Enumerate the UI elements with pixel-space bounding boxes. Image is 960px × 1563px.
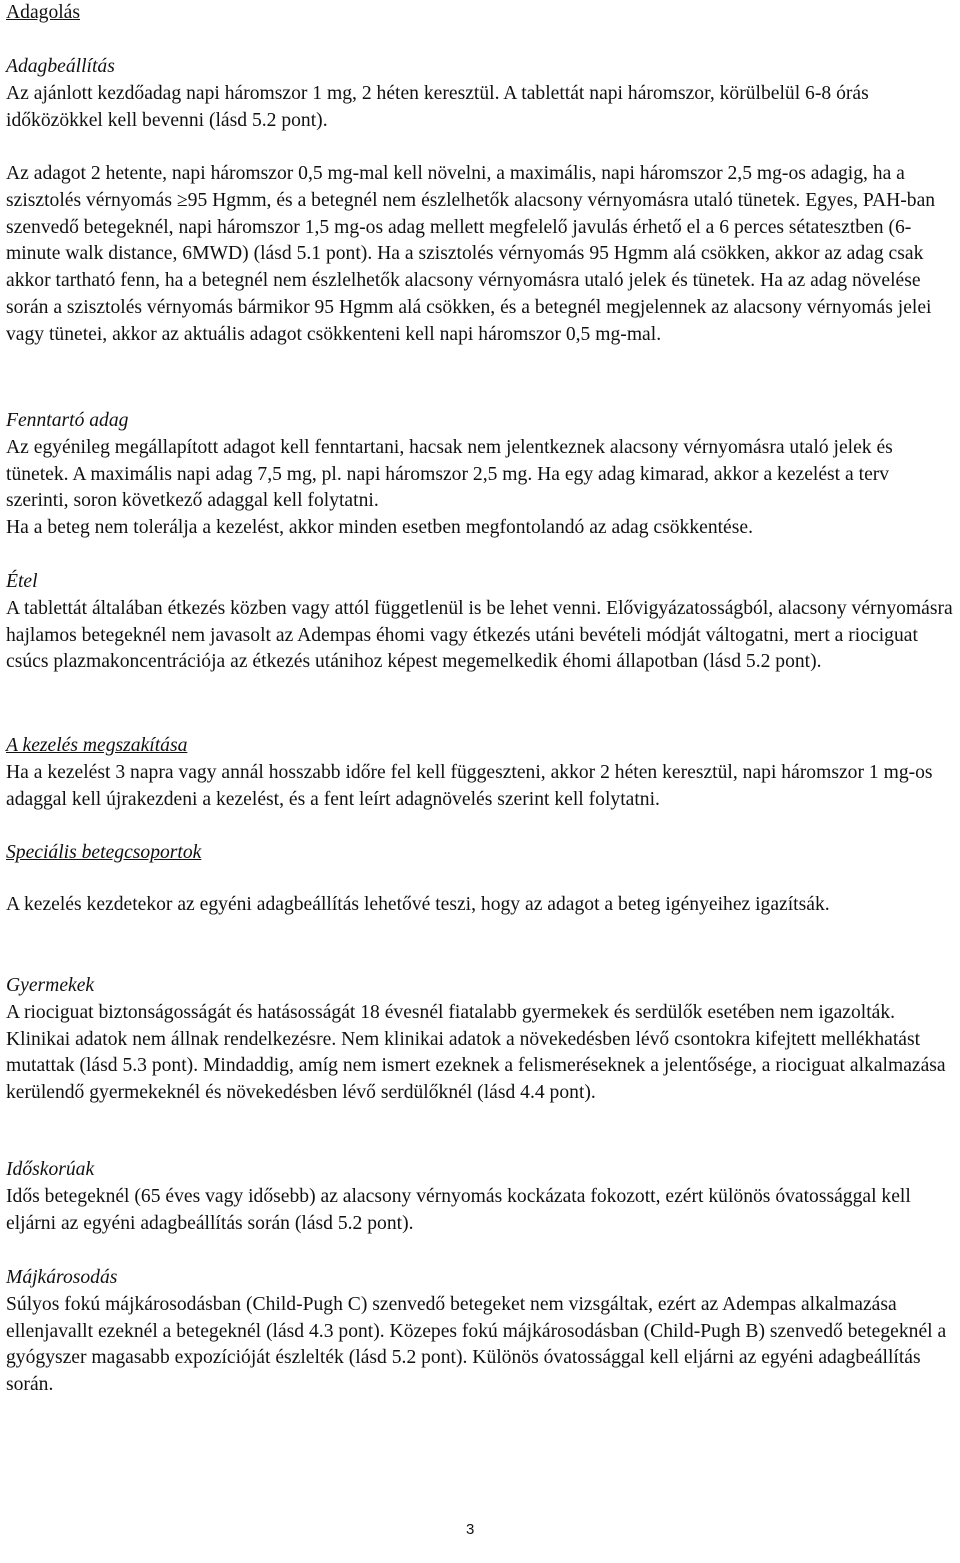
section-adagbeallitas xyxy=(6,54,956,134)
section-heading: A kezelés megszakítása xyxy=(6,735,188,756)
paragraph: Az egyénileg megállapított adagot kell fenntartani, hacsak nem jelentkeznek alacsony vérnyomásra utaló jelek és tünetek. A maximális napi adag 7,5 mg, pl. napi háromszor 2,5 mg. Ha egy adag kimarad, akkor a kezelést a terv szerinti, soron következő adaggal kell folytatni. xyxy=(6,436,893,512)
section-heading: Időskorúak xyxy=(6,1159,95,1180)
paragraph: A tablettát általában étkezés közben vagy attól függetlenül is be lehet venni. Elővigyázatosságból, alacsony vérnyomásra hajlamos betegeknél nem javasolt az Adempas éhomi vagy étkezés utáni bevételi módját váltogatni, mert a riociguat csúcs plazmakoncentrációja az étkezés utánihoz képest megemelkedik éhomi állapotban (lásd 5.2 pont). xyxy=(6,597,953,673)
paragraph-text: Az adagot 2 hetente, napi háromszor 0,5 mg-mal kell növelni, a maximális, napi háromszor 2,5 mg-os adagig, ha a szisztolés vérnyomás xyxy=(6,163,905,211)
section-gyermekek xyxy=(6,973,956,1107)
paragraph: Idős betegeknél (65 éves vagy idősebb) az alacsony vérnyomás kockázata fokozott, ezért különös óvatossággal kell eljárni az egyéni adagbeállítás során (lásd 5.2 pont). xyxy=(6,1185,911,1234)
paragraph: A kezelés kezdetekor az egyéni adagbeállítás lehetővé teszi, hogy az adagot a beteg igényeihez igazítsák. xyxy=(6,894,830,915)
section-majkarosodas xyxy=(6,1265,956,1399)
paragraph-text: 95 Hgmm, és a betegnél nem észlelhetők alacsony vérnyomásra utaló tünetek. Egyes, PAH-ban szenvedő betegeknél, napi háromszor 1,5 mg-os adag mellett megfelelő javulás érhető el a 6 perces sétatesztben (6-minute walk distance, 6MWD) (lásd 5.1 pont). Ha a szisztolés vérnyomás 95 Hgmm alá csökken, akkor az adag csak akkor tartható fenn, ha a betegnél nem észlelhetők alacsony vérnyomásra utaló jelek és tünetek. Ha az adag növelése során a szisztolés vérnyomás bármikor 95 Hgmm alá csökken, és a betegnél megjelennek az alacsony vérnyomás jelei vagy tünetei, akkor az aktuális adagot csökkenteni kell napi háromszor 0,5 mg-mal. xyxy=(6,189,936,345)
page-number: 3 xyxy=(466,1521,475,1538)
paragraph: A riociguat biztonságosságát és hatásosságát 18 évesnél fiatalabb gyermekek és serdülők esetében nem igazolták. Klinikai adatok nem állnak rendelkezésre. Nem klinikai adatok a növekedésben lévő csontokra kifejtett mellékhatást mutattak (lásd 5.3 pont). Mindaddig, amíg nem ismert ezeknek a felismeréseknek a jelentősége, a riociguat alkalmazása kerülendő gyermekeknél és növekedésben lévő serdülőknél (lásd 4.4 pont). xyxy=(6,1001,946,1104)
section-megszakitas xyxy=(6,733,956,813)
section-idoskoruak xyxy=(6,1157,956,1237)
section-fenntarto xyxy=(6,408,956,542)
paragraph: Súlyos fokú májkárosodásban (Child-Pugh C) szenvedő betegeket nem vizsgáltak, ezért az Adempas alkalmazása ellenjavallt ezeknél a betegeknél (lásd 4.3 pont). Közepes fokú májkárosodásban (Child-Pugh B) szenvedő betegeknél a gyógyszer magasabb expozícióját észlelték (lásd 5.2 pont). Különös óvatossággal kell eljárni az egyéni adagbeállítás során. xyxy=(6,1293,947,1396)
section-heading-specialis: Speciális betegcsoportok xyxy=(6,842,202,863)
page-title: Adagolás xyxy=(6,2,81,23)
section-etel xyxy=(6,569,956,676)
section-heading: Fenntartó adag xyxy=(6,410,129,431)
paragraph: Az ajánlott kezdőadag napi háromszor 1 mg, 2 héten keresztül. A tablettát napi háromszor, körülbelül 6-8 órás időközökkel kell bevenni (lásd 5.2 pont). xyxy=(6,82,869,131)
section-heading: Étel xyxy=(6,571,38,592)
paragraph: Ha a kezelést 3 napra vagy annál hosszabb időre fel kell függeszteni, akkor 2 héten keresztül, napi háromszor 1 mg-os adaggal kell újrakezdeni a kezelést, és a fent leírt adagnövelés szerint kell folytatni. xyxy=(6,761,933,810)
greater-equal-symbol: ≥ xyxy=(176,189,188,211)
paragraph-dose-titration xyxy=(6,161,956,349)
paragraph: Ha a beteg nem tolerálja a kezelést, akkor minden esetben megfontolandó az adag csökkentése. xyxy=(6,517,753,539)
section-heading: Adagbeállítás xyxy=(6,56,115,77)
section-heading: Májkárosodás xyxy=(6,1267,118,1288)
section-heading: Gyermekek xyxy=(6,975,95,996)
